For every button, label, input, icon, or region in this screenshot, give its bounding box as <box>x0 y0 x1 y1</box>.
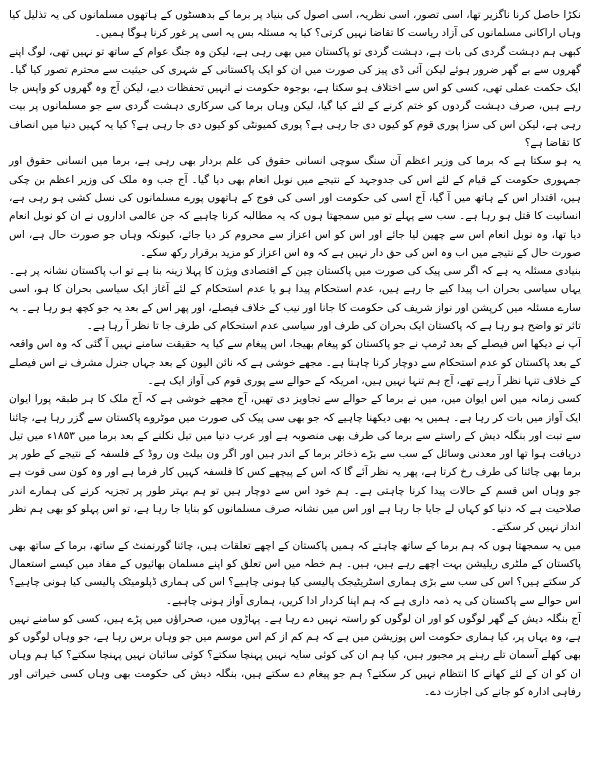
paragraph-3: یہ ہو سکتا ہے کہ برما کی وزیر اعظم آن سنگ سوچی انسانی حقوق کی علم بردار بھی رہی ہے، برما میں انسانی حقوق اور جمہوری حکومت کے قیام کے لئے اس کی جدوجہد کے نتیجے میں نوبل انعام بھی دیا گیا۔ آج جب وہ ملک کی وزیر اعظم بن چکی ہیں، اقتدار اس کے ہاتھ میں آ گیا، آج اسی کی حکومت اور اسی کی فوج کے ہاتھوں پورے مسلمانوں کی نسل کشی ہو رہی ہے، انسانیت کا قتل ہو رہا ہے۔ سب سے پہلے تو میں سمجھتا ہوں کہ یہ مطالبہ کرنا چاہیے کہ جن عالمی اداروں نے ان کو نوبل انعام دیا تھا، وہ نوبل انعام اس سے چھین لیا جائے اور اس کو اس اعزاز سے محروم کر دیا جائے، کیونکہ وہاں جو صورت حال ہے، اس صورت حال کے نتیجے میں اب وہ اس کی حق دار نہیں ہے کہ وہ اس اعزاز کو مزید برقرار رکھ سکے۔ <box>9 155 581 259</box>
paragraph-7: میں یہ سمجھتا ہوں کہ ہم برما کے ساتھ چاہتے کہ ہمیں پاکستان کے اچھے تعلقات ہیں، چائنا گورنمنٹ کے ساتھ، برما کے ساتھ بھی پاکستان کے ملٹری ریلیشن بہت اچھے رہے ہیں، ہیں۔ ہم خطہ میں اس تعلق کو اپنے مسلمان بھائیوں کے مفاد میں کیسے استعمال کر سکتے ہیں؟ اس کی سب سے بڑی ہماری اسٹریٹیجک پالیسی کیا ہونی چاہیے؟ اس کی ہماری ڈپلومیٹک پالیسی کیا ہونی چاہیے؟ اس حوالے سے پاکستان کی یہ ذمہ داری ہے کہ ہم اپنا کردار ادا کریں، ہماری آواز ہونی چاہیے۔ <box>9 539 581 607</box>
paragraph-2: کبھی ہم دہشت گردی کی بات ہے، دہشت گردی تو پاکستان میں بھی رہی ہے، لیکن وہ جنگ عوام کے ساتھ تو نہیں تھی، لوگ اپنے گھروں سے بے گھر ضرور ہوئے لیکن آئی ڈی پیز کی صورت میں ان کو ایک پاکستانی کے شہری کی حیثیت سے محترم تصور کیا گیا۔ ایک حکمت عملی تھی، کسی کو اس سے اختلاف ہو سکتا ہے، بوجوہ حکومت نے انہیں تحفظات دیے، لیکن آج وہ گھروں کو واپس جا رہے ہیں، صرف دہشت گردوں کو ختم کرنے کے لئے کیا گیا، لیکن وہاں برما کی سرکاری دہشت گردی سے جو مسلمانوں پر بیت رہی ہے، لیکن اس کی سزا پوری قوم کو کیوں دی جا رہی ہے؟ پوری کمیونٹی کو کیوں دی جا رہی ہے؟ کیا یہ کہیں دنیا میں انصاف کا تقاضا ہے؟ <box>9 45 581 150</box>
paragraph-5: آپ نے دیکھا اس فیصلے کے بعد ٹرمپ نے جو پاکستان کو پیغام بھیجا، اس پیغام سے کیا یہ حقیقت سامنے نہیں آ گئی کہ وہ اس واقعہ کے بعد پاکستان کو عدم استحکام سے دوچار کرنا چاہتا ہے۔ مجھے خوشی ہے کہ نائن الیون کے بعد جہاں جنرل مشرف نے اس فیصلے کے خلاف تنہا نظر آ رہے تھے، آج ہم تنہا نہیں ہیں، امریکہ کے حوالے سے پوری قوم کی آواز ایک ہے۔ <box>9 338 581 387</box>
paragraph-8: آج بنگلہ دیش کے گھر لوگوں کو اور ان لوگوں کو راستہ نہیں دے رہا ہے۔ پہاڑوں میں، صحراؤں میں پڑے ہیں، کسی کو سامنے نہیں ہے، وہ یہاں پر، کیا ہماری حکومت اس پوزیشن میں ہے کہ ہم کم از کم اس موسم میں جو وہاں برس رہا ہے، جو وہاں لوگوں کو بھی کھلے آسمان تلے رہنے پر مجبور ہیں، کیا ہم ان کی کوئی سایہ نہیں پہنچا سکتے؟ کوئی سائبان نہیں پہنچا سکتے؟ کیا ہم وہاں ان کو ان کے لئے کھانے کا انتظام نہیں کر سکتے؟ ہم جو پیغام دے سکتے ہیں، بنگلہ دیش کی حکومت بھی وہاں کسی خیراتی اور رفاہی ادارہ کو جانے کی اجازت دے۔ <box>9 612 581 698</box>
paragraph-1: نکڑا حاصل کرنا ناگزیر تھا، اسی تصور، اسی نظریہ، اسی اصول کی بنیاد پر برما کے بدھسٹوں کے ہاتھوں مسلمانوں کی یہ تذلیل کیا وہاں اراکانی مسلمانوں کی آزاد ریاست کا تقاضا نہیں کرتی؟ کیا یہ مسئلہ بس یہ اسی پر غور کرنا ہوگا ہمیں۔ <box>9 9 581 40</box>
paragraph-6: کسی زمانہ میں اس ایوان میں، میں نے برما کے حوالے سے تجاویز دی تھیں، آج مجھے خوشی ہے کہ آج ملک کا ہر طبقہ پورا ایوان ایک آواز میں بات کر رہا ہے۔ ہمیں یہ بھی دیکھنا چاہیے کہ جو بھی سی پیک کی صورت میں موٹروے پاکستان سے گزر رہا ہے، چائنا سے تبت اور بنگلہ دیش کے راستے سے برما کی طرف بھی منصوبہ ہے اور عرب دنیا میں تیل نکلنے کے بعد برما میں ۱۸۵۳ء میں تیل دریافت ہوا تھا اور معدنی وسائل کے سب سے بڑے ذخائر برما کے اندر ہیں اور اگر ون بیلٹ ون روڈ کے فلسفہ کے نتیجے کے طور پر برما بھی چائنا کی طرف رخ کرتا ہے، پھر یہ نظر آئے گا کہ اس کے پیچھے کس کا فلسفہ کہیں کار فرما ہے اور وہ کون سی قوت ہے جو وہاں اس قسم کے حالات پیدا کرنا چاہتی ہے۔ ہم خود اس سے دوچار ہیں تو ہم بہتر طور پر تجزیہ کرنے کی ہمارے اندر صلاحیت ہے کہ دنیا کو کہاں لے جایا جا رہا ہے اور اس میں نشانہ صرف مسلمانوں کو بنایا جا رہا ہے، تو اس پہلو کو بھی ہم نظر انداز نہیں کر سکتے۔ <box>9 393 581 534</box>
paragraph-4: بنیادی مسئلہ یہ ہے کہ اگر سی پیک کی صورت میں پاکستان چین کے اقتصادی ویژن کا پہلا زینہ بنا ہے تو اب پاکستان نشانہ پر ہے۔ یہاں سیاسی بحران اب پیدا کیے جا رہے ہیں، عدم استحکام پیدا ہو یا عدم استحکام کے لئے آغاز ایک سیاسی بحران کا ہو، اسی سارے مسئلہ میں کرپشن اور نواز شریف کی حکومت کا جانا اور نیب کے خلاف فیصلے، اور پھر اس کے بعد یہ جو کچھ ہو رہا ہے۔ یہ تاثر تو واضح ہو رہا ہے کہ پاکستان ایک بحران کی طرف اور سیاسی عدم استحکام کی طرف جا تا نظر آ رہا ہے۔ <box>9 265 581 333</box>
